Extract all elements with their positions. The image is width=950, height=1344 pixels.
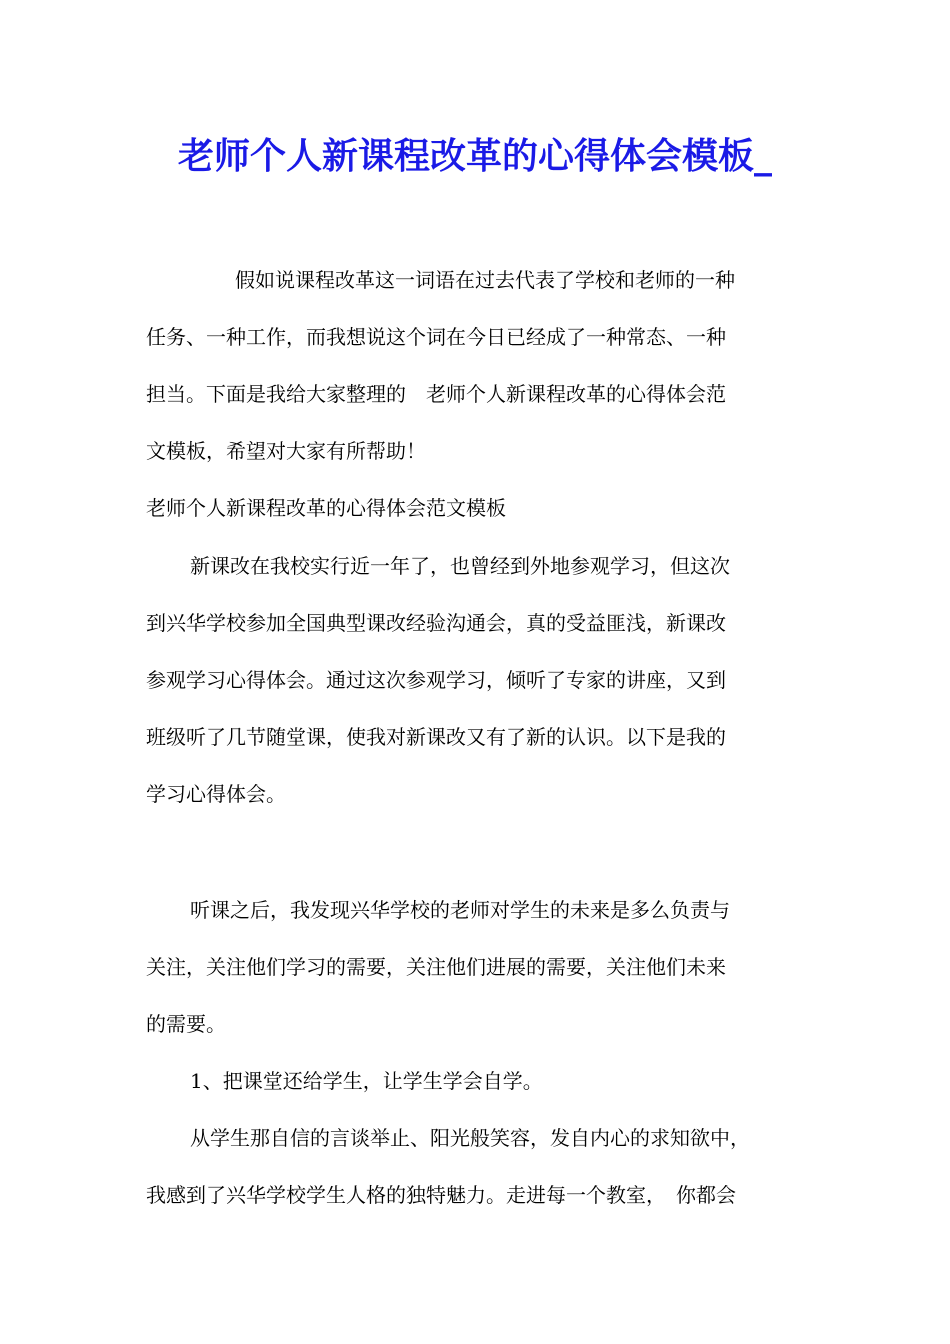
paragraph-line: 我感到了兴华学校学生人格的独特魅力。走进每一个教室， 你都会 xyxy=(146,1183,736,1207)
paragraph-line: 新课改在我校实行近一年了，也曾经到外地参观学习，但这次 xyxy=(190,554,730,578)
paragraph-line: 从学生那自信的言谈举止、阳光般笑容，发自内心的求知欲中， xyxy=(190,1126,750,1150)
paragraph-line: 关注，关注他们学习的需要，关注他们进展的需要，关注他们未来 xyxy=(146,955,726,979)
paragraph-line: 听课之后，我发现兴华学校的老师对学生的未来是多么负责与 xyxy=(190,898,730,922)
paragraph-line: 文模板，希望对大家有所帮助！ xyxy=(146,439,426,463)
paragraph-line: 假如说课程改革这一词语在过去代表了学校和老师的一种 xyxy=(235,268,735,292)
paragraph-line: 到兴华学校参加全国典型课改经验沟通会，真的受益匪浅，新课改 xyxy=(146,611,726,635)
numbered-heading: 1、把课堂还给学生，让学生学会自学。 xyxy=(190,1069,543,1093)
paragraph-line: 的需要。 xyxy=(146,1012,226,1036)
section-heading: 老师个人新课程改革的心得体会范文模板 xyxy=(146,496,506,520)
paragraph-line: 任务、一种工作，而我想说这个词在今日已经成了一种常态、一种 xyxy=(146,325,726,349)
paragraph-line: 担当。下面是我给大家整理的 老师个人新课程改革的心得体会范 xyxy=(146,382,726,406)
paragraph-line: 参观学习心得体会。通过这次参观学习，倾听了专家的讲座，又到 xyxy=(146,668,726,692)
document-title: 老师个人新课程改革的心得体会模板_ xyxy=(177,135,772,177)
paragraph-line: 学习心得体会。 xyxy=(146,782,286,806)
paragraph-line: 班级听了几节随堂课，使我对新课改又有了新的认识。以下是我的 xyxy=(146,725,726,749)
